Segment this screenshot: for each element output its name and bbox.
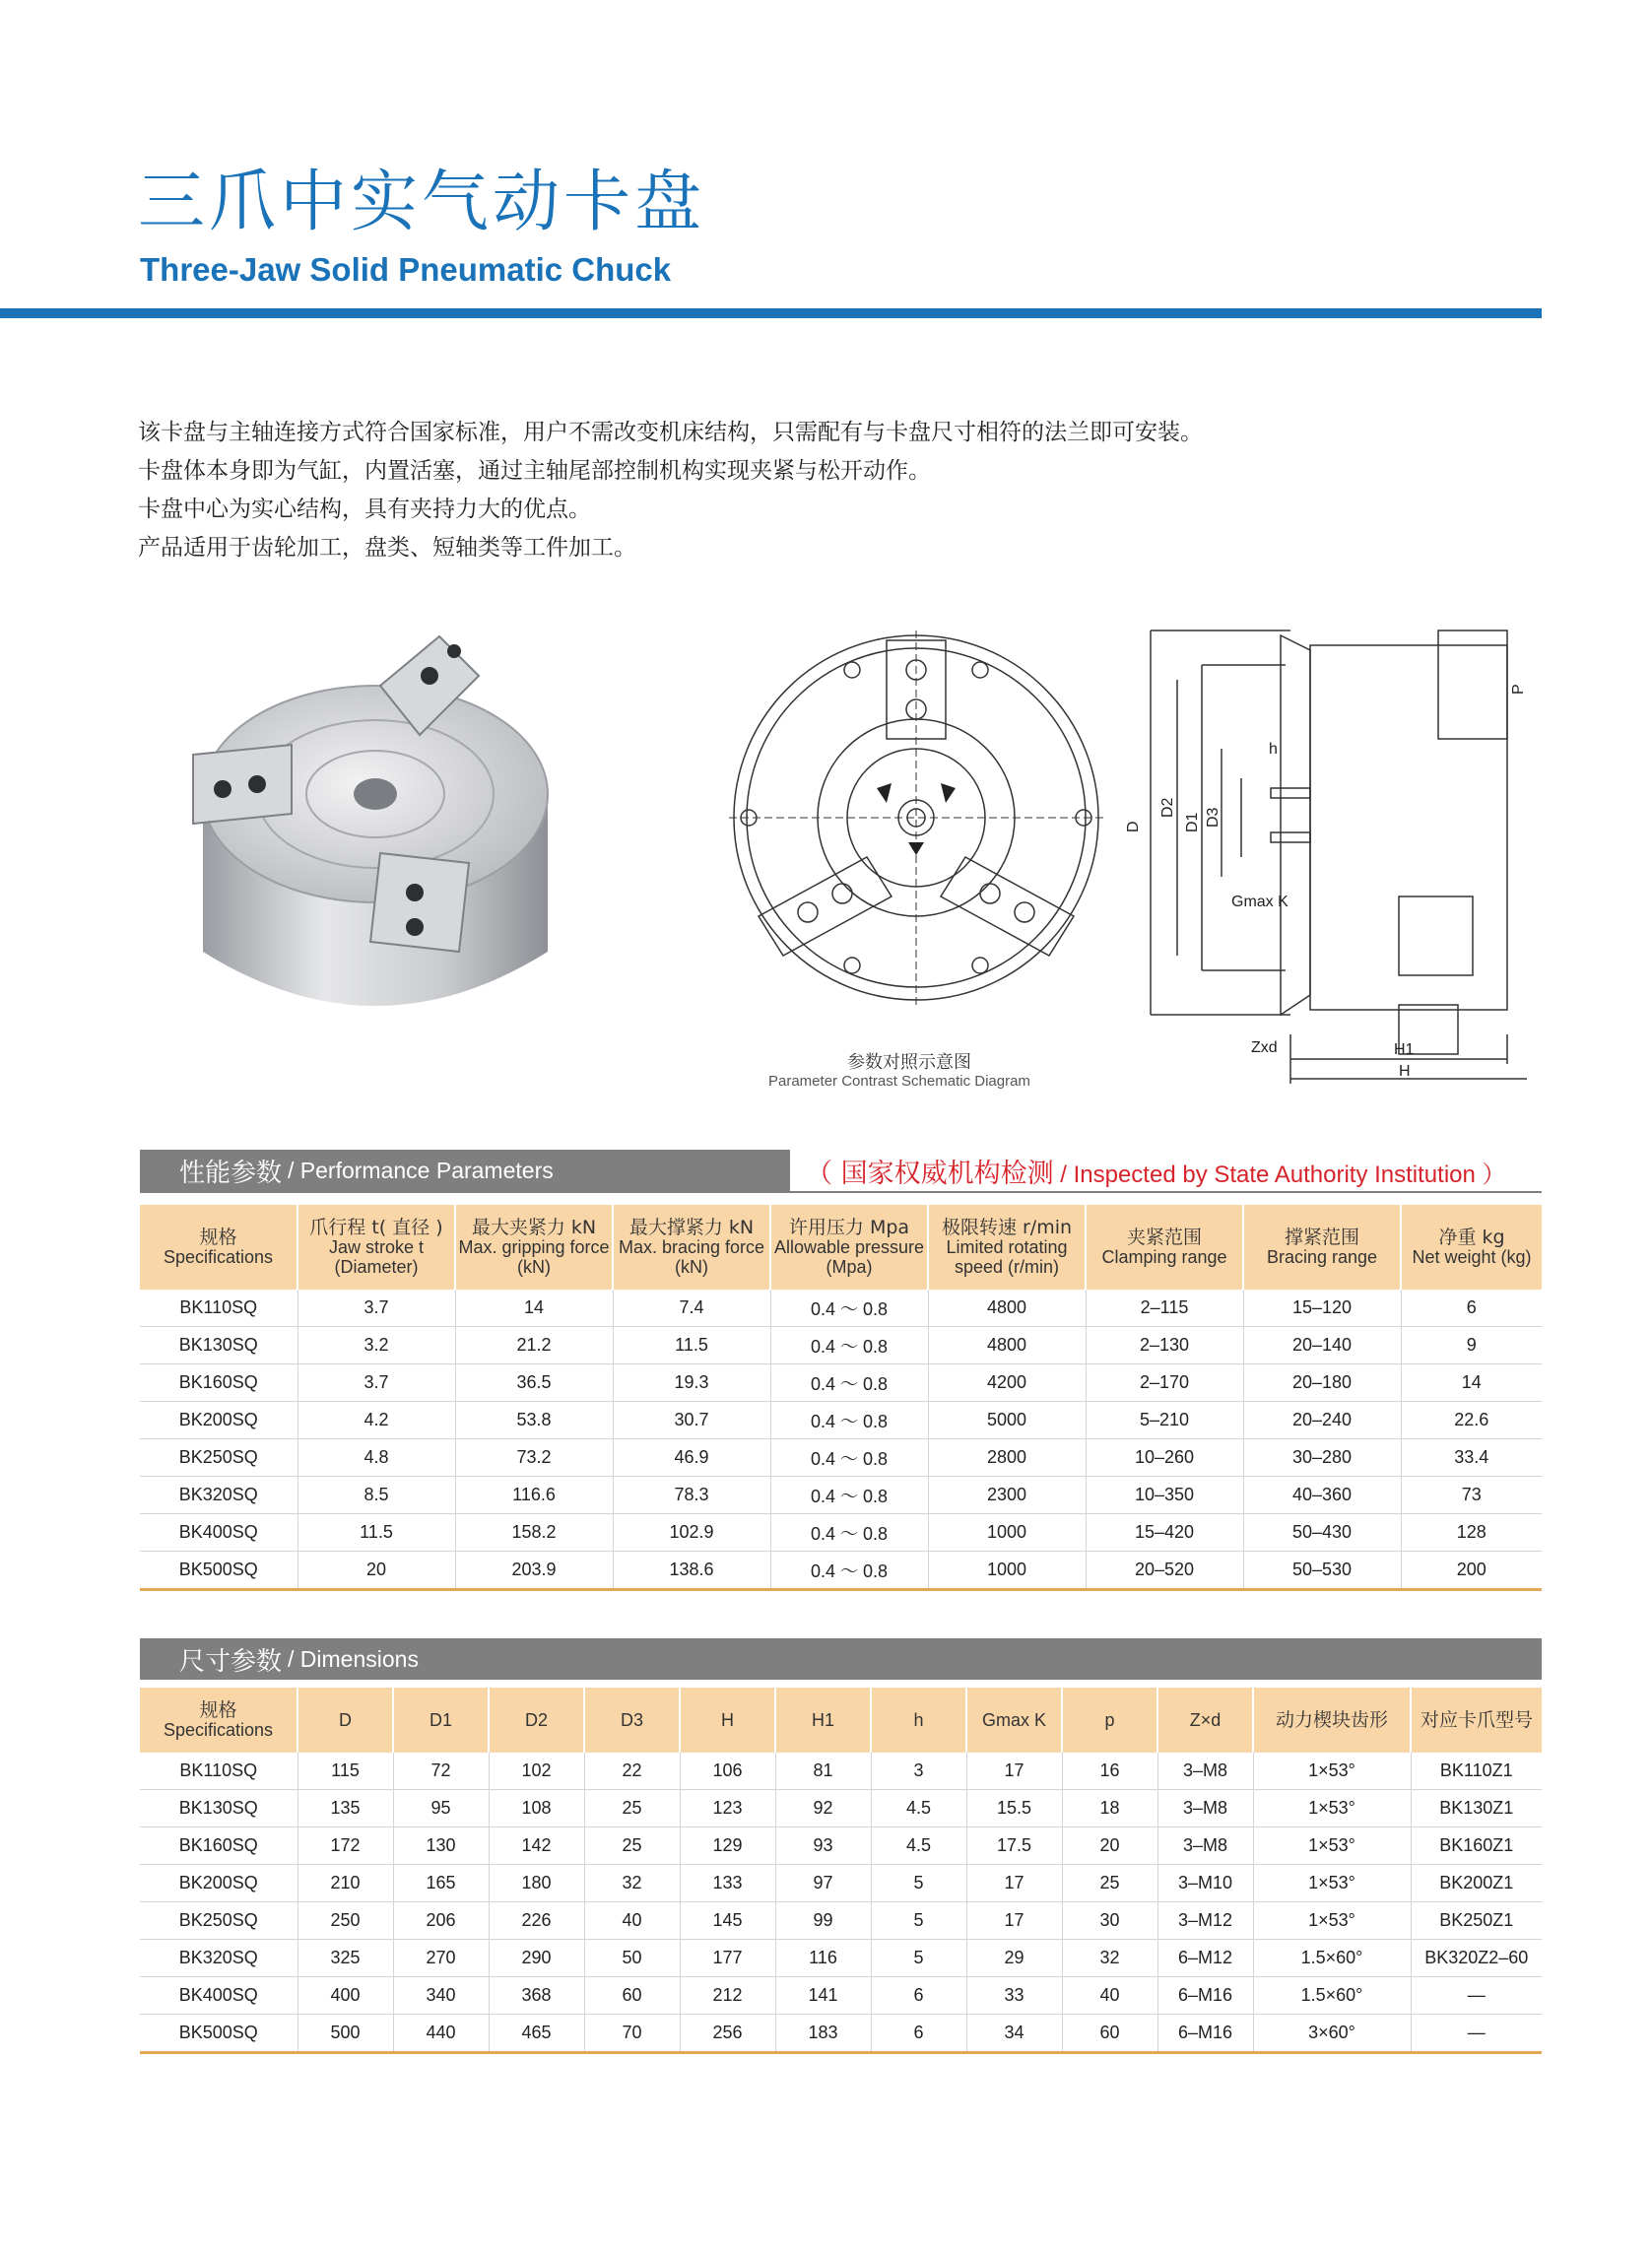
table-cell: 102.9 [613,1514,770,1552]
table-cell: 325 [297,1940,393,1977]
table-cell: 200 [1401,1552,1542,1590]
table-cell: 30.7 [613,1402,770,1439]
table-cell: 4800 [928,1327,1086,1364]
table-cell: 0.4 ～ 0.8 [770,1290,928,1327]
table-cell: BK320Z2–60 [1411,1940,1542,1977]
table-cell: 158.2 [455,1514,613,1552]
column-header-en: Gmax K [981,1710,1046,1730]
table-cell: 212 [680,1977,775,2015]
table-cell: 25 [584,1827,680,1865]
table-cell: 81 [775,1753,871,1790]
table-cell: 97 [775,1865,871,1902]
column-header-en: Specifications [163,1247,274,1267]
table-cell: 2300 [928,1477,1086,1514]
table-cell: 290 [489,1940,584,1977]
table-cell: 368 [489,1977,584,2015]
column-header-en: D1 [429,1710,452,1730]
table-cell: 1×53° [1253,1827,1411,1865]
table-cell: 20 [297,1552,455,1590]
model-cell: BK400SQ [140,1514,297,1552]
column-header [928,1205,1086,1290]
column-header [1086,1205,1243,1290]
column-header [775,1688,871,1753]
model-cell: BK110SQ [140,1290,297,1327]
column-header-en: Clamping range [1101,1247,1227,1267]
table-row [140,1865,1542,1902]
table-cell: 400 [297,1977,393,2015]
column-header-en: Max. gripping force (kN) [458,1237,610,1277]
table-cell: 1000 [928,1552,1086,1590]
performance-title-zh: 性能参数 [179,1158,283,1188]
table-cell: 3 [871,1753,966,1790]
table-cell: BK160Z1 [1411,1827,1542,1865]
table-header-row [140,1205,1542,1290]
table-cell: 25 [584,1790,680,1827]
table-cell: 21.2 [455,1327,613,1364]
column-header-zh: 规格 [199,1699,237,1721]
column-header-en: Specifications [163,1720,274,1740]
table-cell: 129 [680,1827,775,1865]
table-cell: 2–130 [1086,1327,1243,1364]
table-cell: 133 [680,1865,775,1902]
table-cell: 145 [680,1902,775,1940]
table-cell: 20–520 [1086,1552,1243,1590]
table-cell: 72 [393,1753,489,1790]
table-cell: 29 [966,1940,1062,1977]
label-h1: H1 [1394,1041,1415,1058]
diagram-caption-zh: 参数对照示意图 [847,1052,971,1073]
table-cell: 106 [680,1753,775,1790]
column-header-en: Jaw stroke t (Diameter) [328,1237,425,1277]
table-cell: 123 [680,1790,775,1827]
table-cell: 128 [1401,1514,1542,1552]
table-cell: 99 [775,1902,871,1940]
table-cell: 14 [1401,1364,1542,1402]
column-header [613,1205,770,1290]
performance-section-header [140,1150,790,1191]
table-cell: 3–M10 [1157,1865,1253,1902]
column-header [1401,1205,1542,1290]
column-header [1157,1688,1253,1753]
table-cell: 17 [966,1902,1062,1940]
table-cell: 0.4 ～ 0.8 [770,1364,928,1402]
column-header-zh: 爪行程 t( 直径 ) [309,1217,443,1238]
table-cell: 10–350 [1086,1477,1243,1514]
table-cell: 46.9 [613,1439,770,1477]
table-row [140,1364,1542,1402]
table-cell: 17.5 [966,1827,1062,1865]
intro-line: 产品适用于齿轮加工，盘类、短轴类等工件加工。 [138,535,636,561]
table-row [140,1290,1542,1327]
dimensions-table [140,1688,1542,2054]
table-cell: 0.4 ～ 0.8 [770,1327,928,1364]
table-cell: 500 [297,2015,393,2053]
table-cell: 60 [584,1977,680,2015]
label-D2: D2 [1159,797,1176,818]
table-row [140,1977,1542,2015]
inspected-note [806,1152,1506,1190]
table-cell: 7.4 [613,1290,770,1327]
column-header-zh: 极限转速 r/min [941,1217,1073,1238]
column-header-en: D [339,1710,352,1730]
model-cell: BK200SQ [140,1865,297,1902]
table-cell: BK130Z1 [1411,1790,1542,1827]
table-cell: 172 [297,1827,393,1865]
model-cell: BK160SQ [140,1827,297,1865]
table-cell: 40–360 [1243,1477,1401,1514]
column-header [140,1205,297,1290]
table-cell: 1×53° [1253,1753,1411,1790]
table-cell: 4200 [928,1364,1086,1402]
table-cell: 30–280 [1243,1439,1401,1477]
table-cell: 177 [680,1940,775,1977]
table-cell: 6–M16 [1157,2015,1253,2053]
table-cell: 20–140 [1243,1327,1401,1364]
model-cell: BK110SQ [140,1753,297,1790]
table-cell: 20–240 [1243,1402,1401,1439]
table-cell: 4.5 [871,1790,966,1827]
table-cell: 206 [393,1902,489,1940]
table-cell: 270 [393,1940,489,1977]
column-header [1062,1688,1157,1753]
table-cell: 2–115 [1086,1290,1243,1327]
table-cell: 20 [1062,1827,1157,1865]
column-header-en: Max. bracing force (kN) [618,1237,765,1277]
page-title-en: Three-Jaw Solid Pneumatic Chuck [140,251,672,288]
column-header-zh: 规格 [199,1227,237,1248]
table-cell: 1.5×60° [1253,1940,1411,1977]
table-cell: 15–120 [1243,1290,1401,1327]
column-header [966,1688,1062,1753]
table-cell: 32 [584,1865,680,1902]
label-gmax: Gmax K [1231,894,1289,910]
model-cell: BK500SQ [140,2015,297,2053]
column-header-zh: 最大夹紧力 kN [471,1217,597,1238]
table-cell: 203.9 [455,1552,613,1590]
model-cell: BK130SQ [140,1327,297,1364]
table-cell: 210 [297,1865,393,1902]
table-row [140,1477,1542,1514]
table-row [140,1753,1542,1790]
column-header [1253,1688,1411,1753]
table-cell: 5 [871,1865,966,1902]
table-cell: 1000 [928,1514,1086,1552]
table-cell: 34 [966,2015,1062,2053]
column-header-en: Net weight (kg) [1412,1247,1532,1267]
table-cell: 60 [1062,2015,1157,2053]
table-row [140,1402,1542,1439]
table-cell: 32 [1062,1940,1157,1977]
column-header [680,1688,775,1753]
model-cell: BK320SQ [140,1940,297,1977]
table-cell: 0.4 ～ 0.8 [770,1439,928,1477]
table-cell: 165 [393,1865,489,1902]
table-cell: 40 [584,1902,680,1940]
table-cell: 10–260 [1086,1439,1243,1477]
table-cell: 15–420 [1086,1514,1243,1552]
table-cell: 50–430 [1243,1514,1401,1552]
label-zxd: Zxd [1251,1039,1278,1056]
table-row [140,1790,1542,1827]
dimensions-title-zh: 尺寸参数 [179,1646,283,1677]
table-cell: 3.7 [297,1364,455,1402]
table-row [140,1827,1542,1865]
table-row [140,1902,1542,1940]
table-cell: 22.6 [1401,1402,1542,1439]
column-header-en: D2 [524,1710,548,1730]
diagram-caption-en: Parameter Contrast Schematic Diagram [768,1073,1030,1090]
table-cell: 183 [775,2015,871,2053]
model-cell: BK160SQ [140,1364,297,1402]
table-cell: 30 [1062,1902,1157,1940]
column-header-zh: 许用压力 Mpa [788,1217,910,1238]
column-header [140,1688,297,1753]
table-cell: 33 [966,1977,1062,2015]
table-cell: 102 [489,1753,584,1790]
table-row [140,1439,1542,1477]
table-cell: 141 [775,1977,871,2015]
table-cell: 3–M8 [1157,1827,1253,1865]
column-header [489,1688,584,1753]
performance-table [140,1205,1542,1591]
column-header [770,1205,928,1290]
table-header-row [140,1688,1542,1753]
label-D3: D3 [1205,807,1222,828]
table-cell: 4.5 [871,1827,966,1865]
dimensions-section-header [140,1638,1542,1680]
table-cell: 14 [455,1290,613,1327]
column-header [297,1205,455,1290]
table-cell: 4800 [928,1290,1086,1327]
title-divider [0,308,1542,318]
table-row [140,1940,1542,1977]
label-h: h [1269,741,1278,758]
table-cell: 226 [489,1902,584,1940]
table-cell: 70 [584,2015,680,2053]
table-row [140,1327,1542,1364]
table-cell: 115 [297,1753,393,1790]
label-H: H [1399,1063,1411,1080]
table-cell: 36.5 [455,1364,613,1402]
table-cell: 0.4 ～ 0.8 [770,1477,928,1514]
table-cell: 95 [393,1790,489,1827]
table-cell: 6–M16 [1157,1977,1253,2015]
table-cell: 11.5 [613,1327,770,1364]
table-cell: 50 [584,1940,680,1977]
column-header-zh: 净重 kg [1438,1227,1505,1248]
table-cell: 5 [871,1902,966,1940]
table-row [140,1514,1542,1552]
table-cell: 53.8 [455,1402,613,1439]
table-cell: 6 [1401,1290,1542,1327]
column-header-en: h [913,1710,924,1730]
table-cell: 8.5 [297,1477,455,1514]
table-cell: BK200Z1 [1411,1865,1542,1902]
label-D1: D1 [1184,812,1201,832]
performance-underline [140,1191,1542,1193]
column-header-zh: 对应卡爪型号 [1420,1709,1533,1731]
table-cell: 180 [489,1865,584,1902]
table-cell: 93 [775,1827,871,1865]
table-cell: 250 [297,1902,393,1940]
schematic-diagram [719,621,1527,1084]
table-cell: 9 [1401,1327,1542,1364]
table-cell: 6 [871,1977,966,2015]
table-cell: 3.2 [297,1327,455,1364]
table-cell: 3×60° [1253,2015,1411,2053]
column-header [584,1688,680,1753]
table-cell: 0.4 ～ 0.8 [770,1402,928,1439]
table-cell: 15.5 [966,1790,1062,1827]
table-cell: 2800 [928,1439,1086,1477]
column-header-zh: 最大撑紧力 kN [628,1217,755,1238]
inspected-en: / Inspected by State Authority Institution ） [1053,1162,1506,1188]
table-cell: 17 [966,1753,1062,1790]
table-cell: 4.2 [297,1402,455,1439]
column-header-en: H1 [811,1710,834,1730]
intro-line: 卡盘体本身即为气缸，内置活塞，通过主轴尾部控制机构实现夹紧与松开动作。 [138,458,931,484]
table-cell: 50–530 [1243,1552,1401,1590]
column-header-en: H [721,1710,734,1730]
table-cell: 138.6 [613,1552,770,1590]
table-cell: 18 [1062,1790,1157,1827]
column-header-en: Z×d [1189,1710,1222,1730]
table-cell: 6–M12 [1157,1940,1253,1977]
model-cell: BK500SQ [140,1552,297,1590]
table-cell: 4.8 [297,1439,455,1477]
table-cell: 16 [1062,1753,1157,1790]
table-cell: 0.4 ～ 0.8 [770,1514,928,1552]
table-cell: 17 [966,1865,1062,1902]
model-cell: BK250SQ [140,1439,297,1477]
table-cell: 22 [584,1753,680,1790]
model-cell: BK130SQ [140,1790,297,1827]
table-cell: — [1411,2015,1542,2053]
table-cell: 73 [1401,1477,1542,1514]
table-cell: 2–170 [1086,1364,1243,1402]
table-cell: 3.7 [297,1290,455,1327]
inspected-zh: （ 国家权威机构检测 [806,1159,1054,1189]
table-cell: 5000 [928,1402,1086,1439]
intro-text [138,414,1203,567]
column-header-en: p [1104,1710,1115,1730]
table-cell: 5 [871,1940,966,1977]
table-cell: 5–210 [1086,1402,1243,1439]
column-header [393,1688,489,1753]
performance-title-en: / Performance Parameters [288,1157,554,1183]
table-cell: 3–M8 [1157,1790,1253,1827]
table-cell: 6 [871,2015,966,2053]
model-cell: BK200SQ [140,1402,297,1439]
table-cell: 40 [1062,1977,1157,2015]
table-cell: 1.5×60° [1253,1977,1411,2015]
intro-line: 卡盘中心为实心结构，具有夹持力大的优点。 [138,497,591,522]
table-cell: 135 [297,1790,393,1827]
table-cell: BK250Z1 [1411,1902,1542,1940]
column-header [455,1205,613,1290]
column-header-zh: 动力楔块齿形 [1275,1709,1388,1731]
table-cell: 108 [489,1790,584,1827]
table-row [140,1552,1542,1590]
column-header-zh: 夹紧范围 [1126,1227,1202,1248]
column-header-zh: 撑紧范围 [1284,1227,1359,1248]
intro-line: 该卡盘与主轴连接方式符合国家标准，用户不需改变机床结构，只需配有与卡盘尺寸相符的法兰即可安装。 [138,420,1203,445]
table-cell: 92 [775,1790,871,1827]
dimensions-title-en: / Dimensions [288,1645,419,1672]
table-cell: 3–M12 [1157,1902,1253,1940]
table-cell: 1×53° [1253,1902,1411,1940]
model-cell: BK320SQ [140,1477,297,1514]
column-header-en: Allowable pressure (Mpa) [773,1237,925,1277]
table-cell: 73.2 [455,1439,613,1477]
table-cell: 465 [489,2015,584,2053]
table-cell: — [1411,1977,1542,2015]
table-cell: 11.5 [297,1514,455,1552]
table-cell: 142 [489,1827,584,1865]
column-header [297,1688,393,1753]
table-cell: 19.3 [613,1364,770,1402]
table-cell: 0.4 ～ 0.8 [770,1552,928,1590]
label-p: P [1510,684,1527,695]
table-cell: 116 [775,1940,871,1977]
table-cell: 1×53° [1253,1790,1411,1827]
table-cell: 130 [393,1827,489,1865]
table-cell: 1×53° [1253,1865,1411,1902]
table-cell: BK110Z1 [1411,1753,1542,1790]
table-cell: 78.3 [613,1477,770,1514]
table-row [140,2015,1542,2053]
column-header [871,1688,966,1753]
column-header-en: D3 [620,1710,643,1730]
table-cell: 256 [680,2015,775,2053]
label-D: D [1125,821,1142,832]
column-header-en: Limited rotating speed (r/min) [946,1237,1068,1277]
column-header [1243,1205,1401,1290]
column-header [1411,1688,1542,1753]
table-cell: 440 [393,2015,489,2053]
model-cell: BK250SQ [140,1902,297,1940]
column-header-en: Bracing range [1266,1247,1378,1267]
table-cell: 340 [393,1977,489,2015]
model-cell: BK400SQ [140,1977,297,2015]
page-title-zh: 三爪中实气动卡盘 [138,164,706,241]
table-cell: 33.4 [1401,1439,1542,1477]
product-photo [183,627,567,1040]
table-cell: 116.6 [455,1477,613,1514]
table-cell: 25 [1062,1865,1157,1902]
table-cell: 20–180 [1243,1364,1401,1402]
table-cell: 3–M8 [1157,1753,1253,1790]
